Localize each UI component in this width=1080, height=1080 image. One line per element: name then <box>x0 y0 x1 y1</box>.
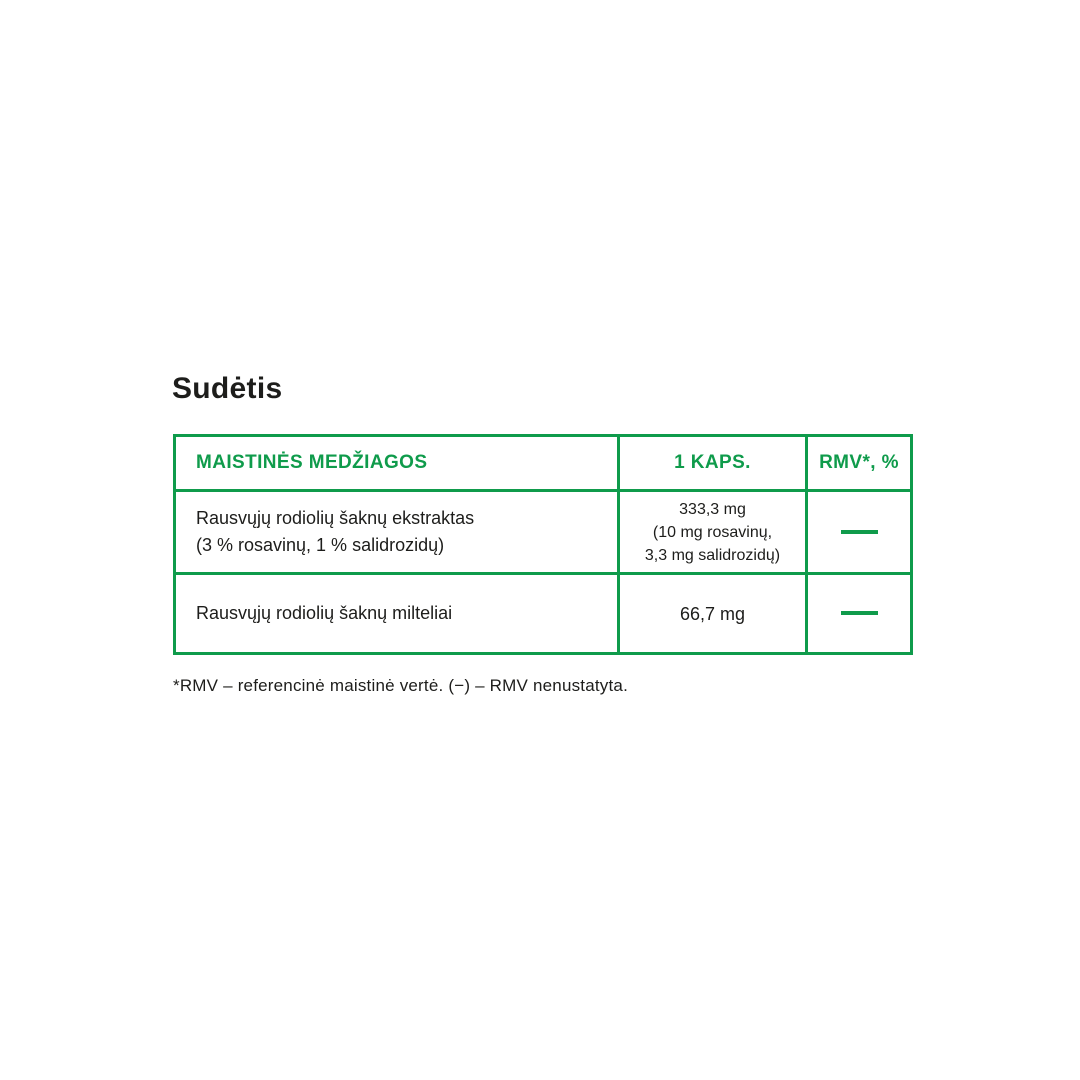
ingredient-amount-line: (10 mg rosavinų, <box>652 523 773 541</box>
page-title: Sudėtis <box>172 372 283 405</box>
header-rmv: RMV*, % <box>807 436 912 491</box>
ingredient-amount-line: 66,7 mg <box>679 603 746 624</box>
header-per-capsule: 1 KAPS. <box>619 436 807 491</box>
ingredient-name-line: Rausvųjų rodiolių šaknų ekstraktas <box>196 508 475 528</box>
ingredient-name-cell <box>175 491 619 574</box>
table-header-row <box>175 436 912 491</box>
rmv-dash <box>841 530 878 534</box>
ingredient-rmv-cell <box>807 574 912 654</box>
rmv-dash <box>841 611 878 615</box>
ingredient-amount-line: 3,3 mg salidrozidų) <box>644 546 781 564</box>
ingredient-amount-cell <box>619 491 807 574</box>
footnote: *RMV – referencinė maistinė vertė. (−) – RMV nenustatyta. <box>173 676 629 695</box>
nutrition-table <box>173 434 913 655</box>
ingredient-amount-line: 333,3 mg <box>679 500 746 518</box>
ingredient-name-cell <box>175 574 619 654</box>
header-nutrients: MAISTINĖS MEDŽIAGOS <box>175 436 619 491</box>
table-row <box>175 491 912 574</box>
ingredient-rmv-cell <box>807 491 912 574</box>
table-row <box>175 574 912 654</box>
ingredient-amount-cell <box>619 574 807 654</box>
ingredient-name-line: Rausvųjų rodiolių šaknų milteliai <box>196 603 453 623</box>
ingredient-name-line: (3 % rosavinų, 1 % salidrozidų) <box>196 535 445 555</box>
